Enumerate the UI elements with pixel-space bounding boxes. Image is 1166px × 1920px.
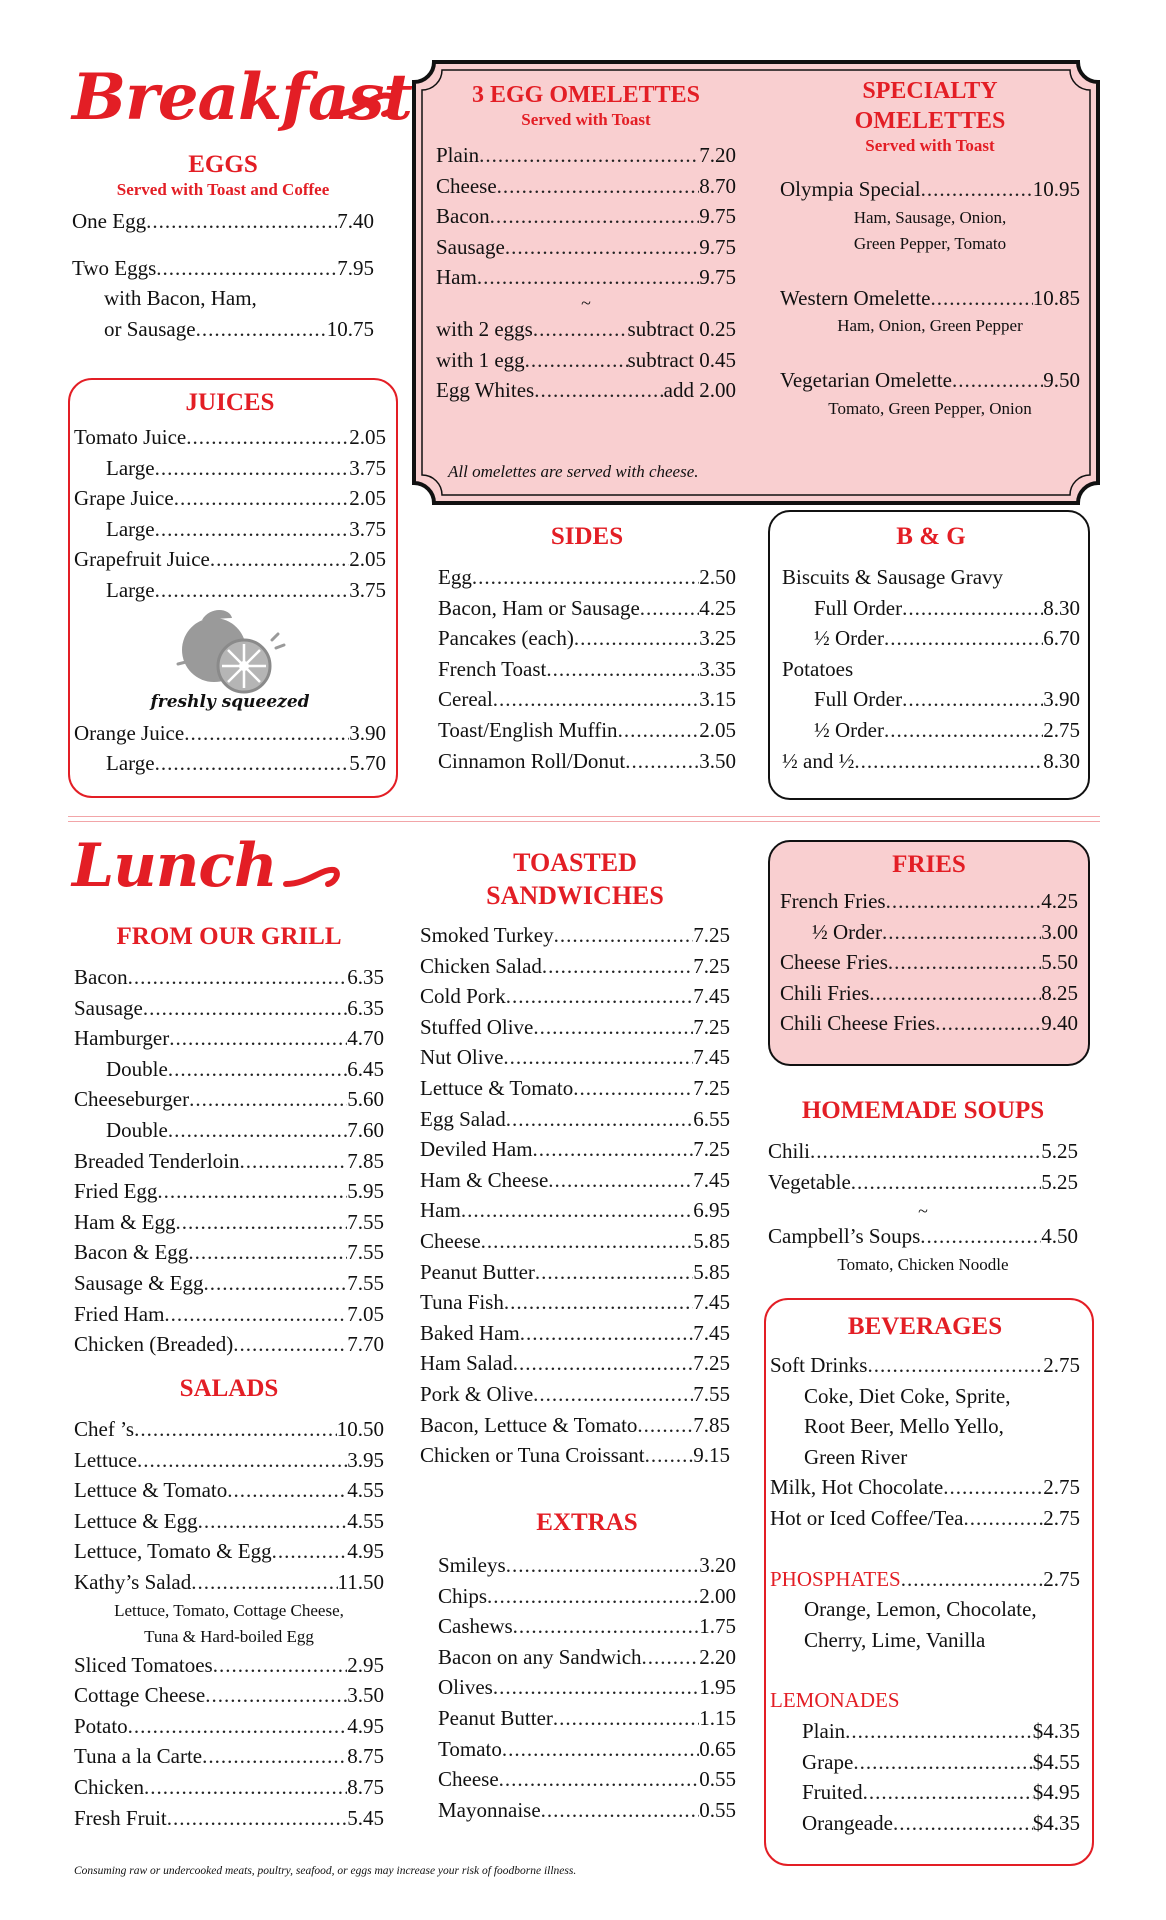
menu-item: Tomato ..... 0.65 <box>438 1734 736 1765</box>
menu-item: Plain ..... 7.20 <box>436 140 736 171</box>
eggs-title: EGGS <box>188 151 258 178</box>
menu-item: Bacon ..... 6.35 <box>74 962 384 993</box>
breakfast-title: Breakfast <box>72 62 392 142</box>
menu-item: French Fries ..... 4.25 <box>780 886 1078 917</box>
tilde-divider: ~ <box>918 1201 928 1222</box>
salads-section <box>74 1374 384 1833</box>
menu-item: Fruited ..... $4.95 <box>770 1777 1080 1808</box>
juices-section <box>74 388 386 779</box>
menu-item: Smileys ..... 3.20 <box>438 1550 736 1581</box>
sandwiches-title-line1: TOASTED <box>513 848 637 877</box>
menu-item: Chili Cheese Fries ..... 9.40 <box>780 1008 1078 1039</box>
menu-item: with 1 egg ..... subtract 0.45 <box>436 345 736 376</box>
menu-item: Milk, Hot Chocolate ..... 2.75 <box>770 1472 1080 1503</box>
menu-item: Egg Salad ..... 6.55 <box>420 1104 730 1135</box>
menu-item: Lettuce, Tomato & Egg ..... 4.95 <box>74 1536 384 1567</box>
menu-item: Chicken Salad ..... 7.25 <box>420 951 730 982</box>
soups-section <box>768 1096 1078 1278</box>
menu-item: Ham ..... 9.75 <box>436 262 736 293</box>
fries-title: FRIES <box>892 851 966 878</box>
menu-item: Pork & Olive ..... 7.55 <box>420 1379 730 1410</box>
menu-item: Bacon & Egg ..... 7.55 <box>74 1237 384 1268</box>
sides-section <box>438 522 736 776</box>
extras-section <box>438 1508 736 1825</box>
menu-item: Chef ’s ..... 10.50 <box>74 1414 384 1445</box>
citrus-illustration <box>74 606 386 716</box>
menu-item: Two Eggs ..... 7.95 <box>72 253 374 284</box>
menu-item: Sausage ..... 6.35 <box>74 993 384 1024</box>
menu-item: Full Order ..... 8.30 <box>782 593 1080 624</box>
menu-item: Hot or Iced Coffee/Tea ..... 2.75 <box>770 1503 1080 1534</box>
fries-section <box>780 850 1078 1039</box>
menu-item: Ham & Egg ..... 7.55 <box>74 1207 384 1238</box>
soups-title: HOMEMADE SOUPS <box>801 1097 1045 1124</box>
salads-title: SALADS <box>179 1375 279 1402</box>
menu-item: Cinnamon Roll/Donut ..... 3.50 <box>438 746 736 777</box>
menu-item: Breaded Tenderloin ..... 7.85 <box>74 1146 384 1177</box>
menu-item: French Toast ..... 3.35 <box>438 654 736 685</box>
specialty-item <box>780 174 1080 257</box>
menu-item: Large ..... 3.75 <box>74 453 386 484</box>
menu-item: Peanut Butter ..... 1.15 <box>438 1703 736 1734</box>
omelettes-note: All omelettes are served with cheese. <box>448 462 699 481</box>
menu-item: Lettuce & Tomato ..... 7.25 <box>420 1073 730 1104</box>
eggs-subtitle: Served with Toast and Coffee <box>116 180 330 199</box>
menu-item: Vegetable ..... 5.25 <box>768 1167 1078 1198</box>
specialty-desc: Ham, Onion, Green Pepper <box>837 316 1023 336</box>
menu-item: Cashews ..... 1.75 <box>438 1611 736 1642</box>
bg-section <box>782 522 1080 776</box>
menu-item: Chicken or Tuna Croissant ..... 9.15 <box>420 1440 730 1471</box>
menu-item: Fried Egg ..... 5.95 <box>74 1176 384 1207</box>
menu-item: Tuna a la Carte ..... 8.75 <box>74 1741 384 1772</box>
menu-item: Campbell’s Soups ..... 4.50 <box>768 1221 1078 1252</box>
grill-title: FROM OUR GRILL <box>116 923 342 950</box>
sandwiches-title-line2: SANDWICHES <box>486 881 664 910</box>
menu-item: ½ and ½ ..... 8.30 <box>782 746 1080 777</box>
kathy-desc: Lettuce, Tomato, Cottage Cheese, <box>114 1600 344 1620</box>
menu-item: Plain ..... $4.35 <box>770 1716 1080 1747</box>
menu-item: Bacon on any Sandwich ..... 2.20 <box>438 1642 736 1673</box>
tilde-divider: ~ <box>581 292 591 313</box>
omelettes-subtitle: Served with Toast <box>521 110 651 129</box>
menu-item: Chips ..... 2.00 <box>438 1581 736 1612</box>
kathy-desc: Tuna & Hard-boiled Egg <box>144 1626 314 1646</box>
menu-item: Deviled Ham ..... 7.25 <box>420 1134 730 1165</box>
menu-item: Vegetarian Omelette ..... 9.50 <box>780 365 1080 396</box>
menu-item: Large ..... 3.75 <box>74 575 386 606</box>
menu-item: Lettuce ..... 3.95 <box>74 1445 384 1476</box>
menu-item: or Sausage ..... 10.75 <box>72 314 374 345</box>
menu-item: Chicken (Breaded) ..... 7.70 <box>74 1329 384 1360</box>
soft-desc: Root Beer, Mello Yello, <box>804 1414 1004 1439</box>
juices-title: JUICES <box>185 389 275 416</box>
menu-item: Peanut Butter ..... 5.85 <box>420 1257 730 1288</box>
menu-item: Hamburger ..... 4.70 <box>74 1023 384 1054</box>
menu-item: Fried Ham ..... 7.05 <box>74 1299 384 1330</box>
omelettes-title: 3 EGG OMELETTES <box>471 82 701 108</box>
specialty-subtitle: Served with Toast <box>865 136 995 155</box>
menu-item: Large ..... 5.70 <box>74 748 386 779</box>
menu-item: Orangeade ..... $4.35 <box>770 1808 1080 1839</box>
lemonades-title: LEMONADES <box>770 1688 900 1713</box>
menu-item: Grapefruit Juice ..... 2.05 <box>74 544 386 575</box>
extras-title: EXTRAS <box>536 1509 638 1536</box>
menu-item: Bacon, Ham or Sausage ..... 4.25 <box>438 593 736 624</box>
specialty-desc: Tomato, Green Pepper, Onion <box>828 398 1032 418</box>
eggs-section <box>72 150 374 344</box>
specialty-desc: Green Pepper, Tomato <box>853 233 1007 253</box>
menu-item: Bacon, Lettuce & Tomato ..... 7.85 <box>420 1410 730 1441</box>
bg-title: B & G <box>896 523 966 550</box>
menu-item: PHOSPHATES ..... 2.75 <box>770 1564 1080 1595</box>
three-egg-omelettes <box>436 80 736 406</box>
sandwiches-section <box>420 846 730 1471</box>
menu-item: Kathy’s Salad ..... 11.50 <box>74 1567 384 1598</box>
menu-item: Sliced Tomatoes ..... 2.95 <box>74 1650 384 1681</box>
menu-item: Cottage Cheese ..... 3.50 <box>74 1680 384 1711</box>
menu-item: Chili ..... 5.25 <box>768 1136 1078 1167</box>
campbell-desc: Tomato, Chicken Noodle <box>837 1254 1009 1274</box>
menu-item: Western Omelette ..... 10.85 <box>780 283 1080 314</box>
menu-item: Full Order ..... 3.90 <box>782 684 1080 715</box>
menu-item: Soft Drinks ..... 2.75 <box>770 1350 1080 1381</box>
menu-item: Chicken ..... 8.75 <box>74 1772 384 1803</box>
menu-item: Ham Salad ..... 7.25 <box>420 1348 730 1379</box>
menu-item: Double ..... 7.60 <box>74 1115 384 1146</box>
menu-item: Sausage & Egg ..... 7.55 <box>74 1268 384 1299</box>
soft-desc: Green River <box>804 1444 908 1469</box>
menu-item: Egg Whites ..... add 2.00 <box>436 375 736 406</box>
sides-title: SIDES <box>550 523 624 550</box>
specialty-desc: Ham, Sausage, Onion, <box>853 207 1007 227</box>
menu-item: Potato ..... 4.95 <box>74 1711 384 1742</box>
specialty-title-line1: SPECIALTY <box>862 78 998 104</box>
beverages-title: BEVERAGES <box>847 1313 1003 1340</box>
bg-group-potatoes: Potatoes <box>782 656 854 681</box>
menu-item: Orange Juice ..... 3.90 <box>74 718 386 749</box>
lunch-title: Lunch <box>72 832 332 912</box>
menu-item: Tuna Fish ..... 7.45 <box>420 1287 730 1318</box>
phos-desc: Cherry, Lime, Vanilla <box>804 1627 986 1652</box>
menu-item: Ham ..... 6.95 <box>420 1195 730 1226</box>
menu-item: Fresh Fruit ..... 5.45 <box>74 1803 384 1834</box>
bg-group-biscuits: Biscuits & Sausage Gravy <box>782 565 1004 589</box>
menu-item: Pancakes (each) ..... 3.25 <box>438 623 736 654</box>
menu-item: Olives ..... 1.95 <box>438 1672 736 1703</box>
menu-item: ½ Order ..... 6.70 <box>782 623 1080 654</box>
menu-item: Chili Fries ..... 8.25 <box>780 978 1078 1009</box>
menu-item: Cheese ..... 0.55 <box>438 1764 736 1795</box>
specialty-title-line2: OMELETTES <box>854 108 1006 134</box>
menu-item: Bacon ..... 9.75 <box>436 201 736 232</box>
menu-item: Grape Juice ..... 2.05 <box>74 483 386 514</box>
menu-item: Tomato Juice ..... 2.05 <box>74 422 386 453</box>
breakfast-swash <box>72 62 392 142</box>
eggs-with-text: with Bacon, Ham, <box>104 286 257 311</box>
specialty-item <box>780 365 1080 422</box>
section-divider <box>68 816 1100 822</box>
menu-item: Large ..... 3.75 <box>74 514 386 545</box>
menu-item: Smoked Turkey ..... 7.25 <box>420 920 730 951</box>
menu-item: Stuffed Olive ..... 7.25 <box>420 1012 730 1043</box>
specialty-omelettes <box>780 76 1080 448</box>
menu-item: Cheese ..... 8.70 <box>436 171 736 202</box>
menu-item: Grape ..... $4.55 <box>770 1747 1080 1778</box>
menu-item: One Egg ..... 7.40 <box>72 206 374 237</box>
menu-item: Lettuce & Egg ..... 4.55 <box>74 1506 384 1537</box>
menu-item: Double ..... 6.45 <box>74 1054 384 1085</box>
menu-item: Sausage ..... 9.75 <box>436 232 736 263</box>
freshly-squeezed-badge: freshly squeezed <box>150 691 310 712</box>
menu-item: Olympia Special ..... 10.95 <box>780 174 1080 205</box>
specialty-item <box>780 283 1080 340</box>
grill-section <box>74 922 384 1360</box>
menu-item: Egg ..... 2.50 <box>438 562 736 593</box>
menu-item: Cheese ..... 5.85 <box>420 1226 730 1257</box>
menu-item: Cold Pork ..... 7.45 <box>420 981 730 1012</box>
menu-item: Cheese Fries ..... 5.50 <box>780 947 1078 978</box>
menu-item: Lettuce & Tomato ..... 4.55 <box>74 1475 384 1506</box>
menu-item: Baked Ham ..... 7.45 <box>420 1318 730 1349</box>
menu-item: Mayonnaise ..... 0.55 <box>438 1795 736 1826</box>
menu-item: Ham & Cheese ..... 7.45 <box>420 1165 730 1196</box>
menu-item: Toast/English Muffin ..... 2.05 <box>438 715 736 746</box>
beverages-section <box>770 1312 1080 1838</box>
phos-desc: Orange, Lemon, Chocolate, <box>804 1597 1037 1622</box>
menu-item: ½ Order ..... 3.00 <box>780 917 1078 948</box>
lunch-swash <box>72 832 332 912</box>
menu-item: Nut Olive ..... 7.45 <box>420 1042 730 1073</box>
menu-item: Cheeseburger ..... 5.60 <box>74 1084 384 1115</box>
footer-disclaimer: Consuming raw or undercooked meats, poultry, seafood, or eggs may increase your risk of foodborne illness. <box>74 1865 577 1877</box>
menu-item: Cereal ..... 3.15 <box>438 684 736 715</box>
menu-item: ½ Order ..... 2.75 <box>782 715 1080 746</box>
soft-desc: Coke, Diet Coke, Sprite, <box>804 1383 1011 1408</box>
menu-item: with 2 eggs ..... subtract 0.25 <box>436 314 736 345</box>
